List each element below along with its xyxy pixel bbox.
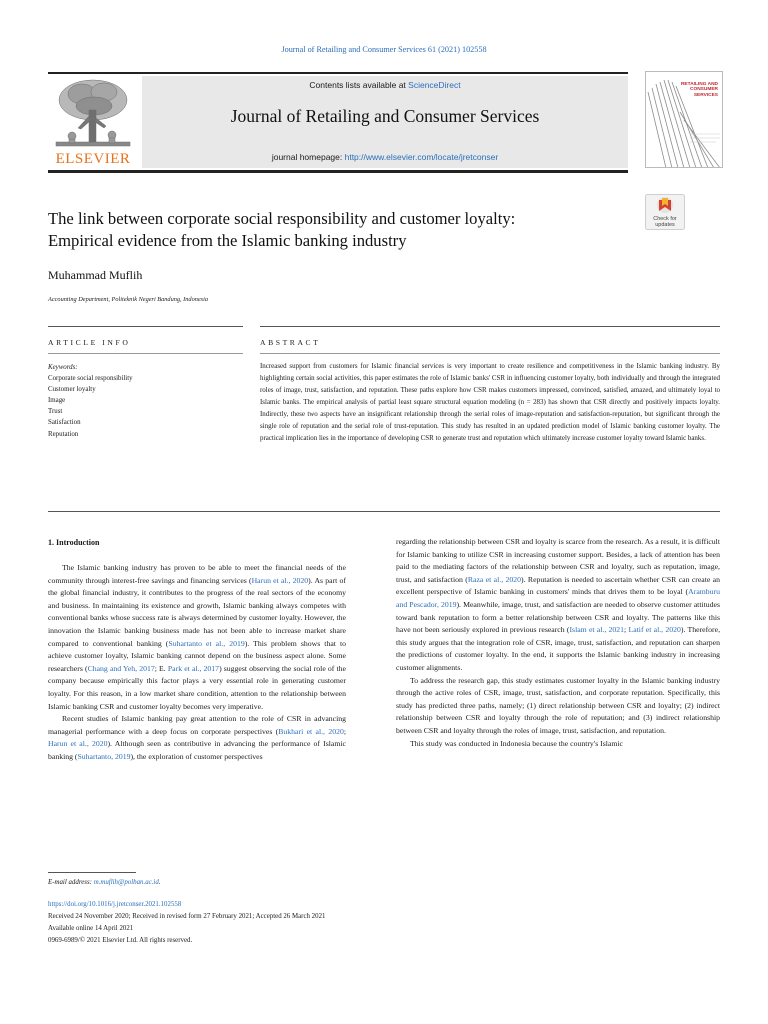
author-name[interactable]: Muhammad Muflih — [48, 268, 143, 282]
keywords-label: Keywords: — [48, 364, 78, 371]
citation-link[interactable]: Park et al., 2017 — [167, 663, 220, 673]
sciencedirect-link[interactable]: ScienceDirect — [408, 80, 461, 90]
abstract-heading-rule — [260, 353, 720, 354]
check-for-updates-button[interactable] — [645, 194, 685, 230]
citation-link[interactable]: Aramburu and Pescador, 2019 — [396, 587, 720, 609]
copyright: 0969-6989/© 2021 Elsevier Ltd. All rights reserved. — [48, 937, 193, 944]
elsevier-logo[interactable] — [48, 76, 138, 168]
keywords-list — [48, 362, 243, 440]
check-updates-line2: updates — [655, 222, 675, 228]
body-column-right — [396, 536, 720, 750]
email-end: . — [158, 879, 161, 886]
body-paragraph: This study was conducted in Indonesia because the country's Islamic — [410, 738, 623, 748]
received-dates: Received 24 November 2020; Received in revised form 27 February 2021; Accepted 26 March 2021 — [48, 913, 326, 920]
journal-cover-thumbnail[interactable] — [645, 71, 723, 168]
contents-availability — [142, 80, 628, 90]
doi-link[interactable]: https://doi.org/10.1016/j.jretconser.2021.102558 — [48, 901, 182, 908]
email-label: E-mail address: — [48, 879, 94, 886]
elsevier-wordmark: ELSEVIER — [55, 151, 131, 167]
available-online: Available online 14 April 2021 — [48, 925, 134, 932]
elsevier-tree-logo-icon — [48, 76, 138, 150]
abstract-bottom-rule — [48, 511, 720, 512]
journal-reference[interactable]: Journal of Retailing and Consumer Services 61 (2021) 102558 — [281, 45, 487, 54]
citation-link[interactable]: Raza et al., 2020 — [467, 574, 522, 584]
homepage-link[interactable]: http://www.elsevier.com/locate/jretconser — [344, 152, 499, 162]
keyword-item: Trust — [48, 408, 63, 416]
article-title-line2: Empirical evidence from the Islamic banking industry — [48, 231, 407, 250]
article-title — [48, 208, 628, 252]
email-link[interactable]: m.muflih@polban.ac.id — [93, 879, 159, 886]
body-paragraph: To address the research gap, this study estimates customer loyalty in the Islamic banking industry through the active roles of CSR, image, trust, satisfaction, and corporate reputation. Specifically, this study has predicted three paths, namely; (1) direct relationship between CSR and loyalty; (2) indirect relationship between CSR and loyalty through the role of reputation; and (3) indirect relationship between CSR and loyalty through the roles of image, trust, satisfaction, and reputation. — [396, 675, 720, 735]
abstract-text: Increased support from customers for Islamic financial services is very important to create resilience and competitiveness in the Islamic banking industry. By highlighting certain social activities, this paper estimates the role of Islamic banks' CSR in influencing customer loyalty, both individually and through the integrated roles of image, trust, satisfaction, and reputation. These paths explore how CSR makes customers impressed, convinced, satisfied, amazed, and ultimately loyal to Islamic banks. The empirical analysis of partial least square structural equation modeling (n = 283) has shown that CSR directly and positively impacts loyalty. Indirectly, these two aspects have an insignificant relationship through the serial roles of image-reputation and satisfaction-reputation, but significant through the single role of reputation and the serial role of trust-reputation. This study has resulted in an updated prediction model of Islamic banking customer loyalty. The practical implication lies in the importance of developing CSR to generate trust and reputation which ultimately increase customer loyalty toward Islamic banks. — [260, 362, 720, 442]
abstract-top-rule — [260, 326, 720, 327]
contents-prefix: Contents lists available at — [309, 80, 409, 90]
article-info-top-rule — [48, 326, 243, 327]
citation-link[interactable]: Harun et al., 2020 — [251, 575, 309, 585]
article-info-heading-rule — [48, 353, 243, 354]
keyword-item: Customer loyalty — [48, 386, 96, 394]
section-heading-introduction: 1. Introduction — [48, 538, 100, 547]
article-info-heading: ARTICLE INFO — [48, 338, 131, 347]
citation-link[interactable]: Suhartanto, 2019 — [77, 751, 131, 761]
journal-homepage — [142, 152, 628, 162]
citation-link[interactable]: Suhartanto et al., 2019 — [168, 638, 245, 648]
citation-link[interactable]: Bukhari et al., 2020 — [278, 726, 344, 736]
citation-link[interactable]: Harun et al., 2020 — [48, 739, 108, 749]
check-for-updates-icon — [645, 194, 685, 230]
footnote-rule — [48, 872, 136, 873]
check-updates-line1: Check for — [653, 216, 677, 222]
author-email — [48, 879, 161, 886]
body-paragraph: The Islamic banking industry has proven to be able to meet the financial needs of the community through interest-free savings and financing services (Harun et al., 2020). As part of the global financial industry, it contributes to the progress of the real sectors of the economy and business. In maintaining its existence and growth, Islamic banking always competes with conventional banks whose success rate is always determined by customer loyalty. However, the innovation the Islamic banking business made has not been able to increase market share compared to conventional banking (Suhartanto et al., 2019). This problem shows that to achieve customer loyalty, Islamic banking cannot depend on the business aspect alone. Some researchers (Chang and Yeh, 2017; E. Park et al., 2017) suggest observing the social role of the company because empirically this factor plays a very essential role in generating customer loyalty. For this reason, in a low market share condition, attention to the relationship between Islamic banking CSR and customer loyalty becomes very imperative. — [48, 563, 346, 711]
body-column-left — [48, 562, 346, 764]
header-bottom-rule — [48, 170, 628, 173]
header-top-rule — [48, 72, 628, 74]
journal-title: Journal of Retailing and Consumer Services — [230, 106, 540, 126]
article-title-line1: The link between corporate social responsibility and customer loyalty: — [48, 209, 516, 228]
author-affiliation: Accounting Department, Politeknik Negeri Bandung, Indonesia — [48, 296, 209, 303]
citation-link[interactable]: Latif et al., 2020 — [628, 625, 681, 635]
keyword-item: Corporate social responsibility — [48, 375, 133, 383]
citation-link[interactable]: Chang and Yeh, 2017 — [87, 663, 155, 673]
abstract-heading: ABSTRACT — [260, 338, 321, 347]
citation-link[interactable]: Islam et al., 2021 — [569, 625, 625, 635]
keyword-item: Reputation — [48, 430, 79, 438]
keyword-item: Satisfaction — [48, 419, 81, 427]
body-paragraph: regarding the relationship between CSR and loyalty is scarce from the research. As a result, it is difficult for Islamic banking to utilize CSR in increasing customer support. Besides, a lack of attention has been paid to the mediating factors of the relationship between CSR and loyalty, such as reputation, image, trust, and satisfaction (Raza et al., 2020). Reputation is needed to ascertain whether CSR can create an excellent perspective of Islamic banking in customers' minds that drives them to be loyal (Aramburu and Pescador, 2019). Meanwhile, image, trust, and satisfaction are needed to observe customer attitudes toward bank reputation to form a better relationship between CSR and loyalty. The patterns like this have not been seriously explored in previous research (Islam et al., 2021; Latif et al., 2020). Therefore, this study argues that the integration role of CSR, image, trust, satisfaction, and reputation can sharpen the predictions of customer loyalty. In the end, it supports the Islamic banking industry in increasing customer alignments. — [396, 537, 721, 672]
keyword-item: Image — [48, 397, 66, 405]
cover-title: RETAILING AND CONSUMER SERVICES — [680, 82, 718, 98]
body-paragraph: Recent studies of Islamic banking pay great attention to the role of CSR in advancing managerial performance with a deep focus on corporate perspectives (Bukhari et al., 2020; Harun et al., 2020). Although seen as contributive in advancing the performance of Islamic banking (Suhartanto, 2019), the exploration of customer perspectives — [48, 714, 347, 761]
homepage-label: journal homepage: — [271, 152, 345, 162]
